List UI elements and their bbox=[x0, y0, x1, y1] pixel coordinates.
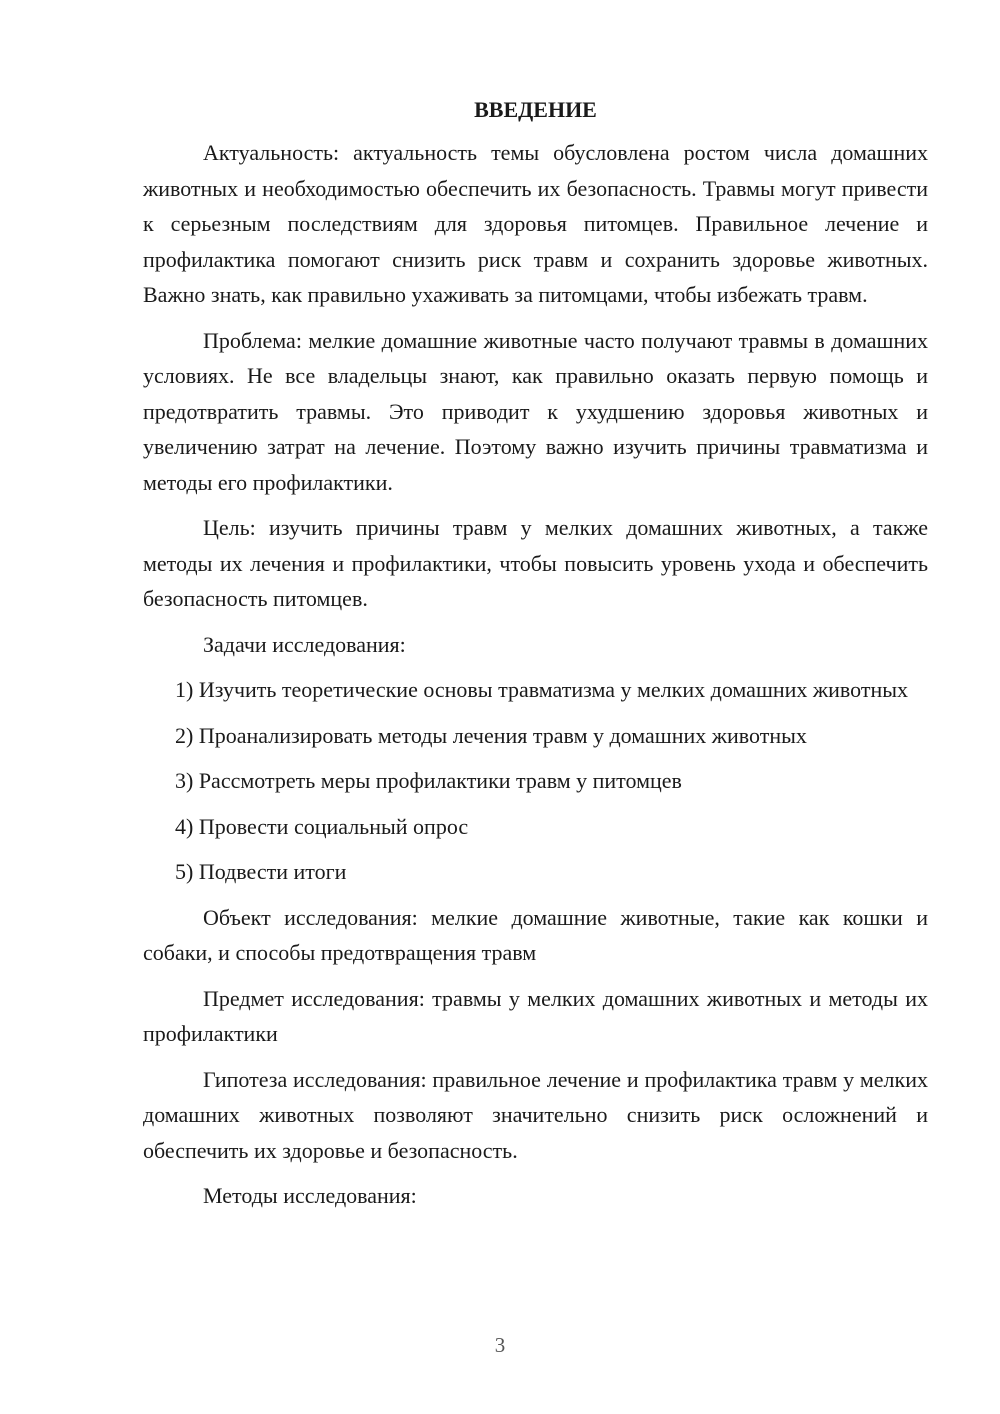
paragraph-problem: Проблема: мелкие домашние животные часто получают травмы в домашних условиях. Не все владельцы знают, как правильно оказать первую помощь и предотвратить травмы. Это приводит к ухудшению здоровья животных и увеличению затрат на лечение. Поэтому важно изучить причины травматизма и методы его профилактики. bbox=[143, 327, 928, 495]
list-item: 4) Провести социальный опрос bbox=[175, 813, 469, 839]
paragraph-relevance: Актуальность: актуальность темы обусловлена ростом числа домашних животных и необходимостью обеспечить их безопасность. Травмы могут привести к серьезным последствиям для здоровья питомцев. Правильное лечение и профилактика помогают снизить риск травм и сохранить здоровье животных. Важно знать, как правильно ухаживать за питомцами, чтобы избежать травм. bbox=[143, 140, 928, 307]
paragraph-goal: Цель: изучить причины травм у мелких домашних животных, а также методы их лечения и профилактики, чтобы повысить уровень ухода и обеспечить безопасность питомцев. bbox=[143, 515, 928, 611]
paragraph-methods-heading: Методы исследования: bbox=[203, 1183, 417, 1208]
paragraph-tasks-heading: Задачи исследования: bbox=[203, 631, 406, 657]
tasks-list bbox=[143, 672, 928, 890]
paragraph-object: Объект исследования: мелкие домашние животные, такие как кошки и собаки, и способы предотвращения травм bbox=[143, 904, 928, 965]
paragraph-hypothesis: Гипотеза исследования: правильное лечение и профилактика травм у мелких домашних животных позволяют значительно снизить риск осложнений и обеспечить их здоровье и безопасность. bbox=[143, 1066, 928, 1163]
section-title: ВВЕДЕНИЕ bbox=[474, 97, 597, 122]
list-item: 3) Рассмотреть меры профилактики травм у питомцев bbox=[175, 768, 682, 793]
paragraph-subject: Предмет исследования: травмы у мелких домашних животных и методы их профилактики bbox=[143, 985, 928, 1046]
list-item: 5) Подвести итоги bbox=[175, 859, 347, 884]
list-item: 1) Изучить теоретические основы травматизма у мелких домашних животных bbox=[175, 677, 909, 702]
list-item: 2) Проанализировать методы лечения травм у домашних животных bbox=[175, 722, 807, 748]
page-number: 3 bbox=[494, 1333, 506, 1357]
page-content bbox=[143, 95, 928, 1224]
